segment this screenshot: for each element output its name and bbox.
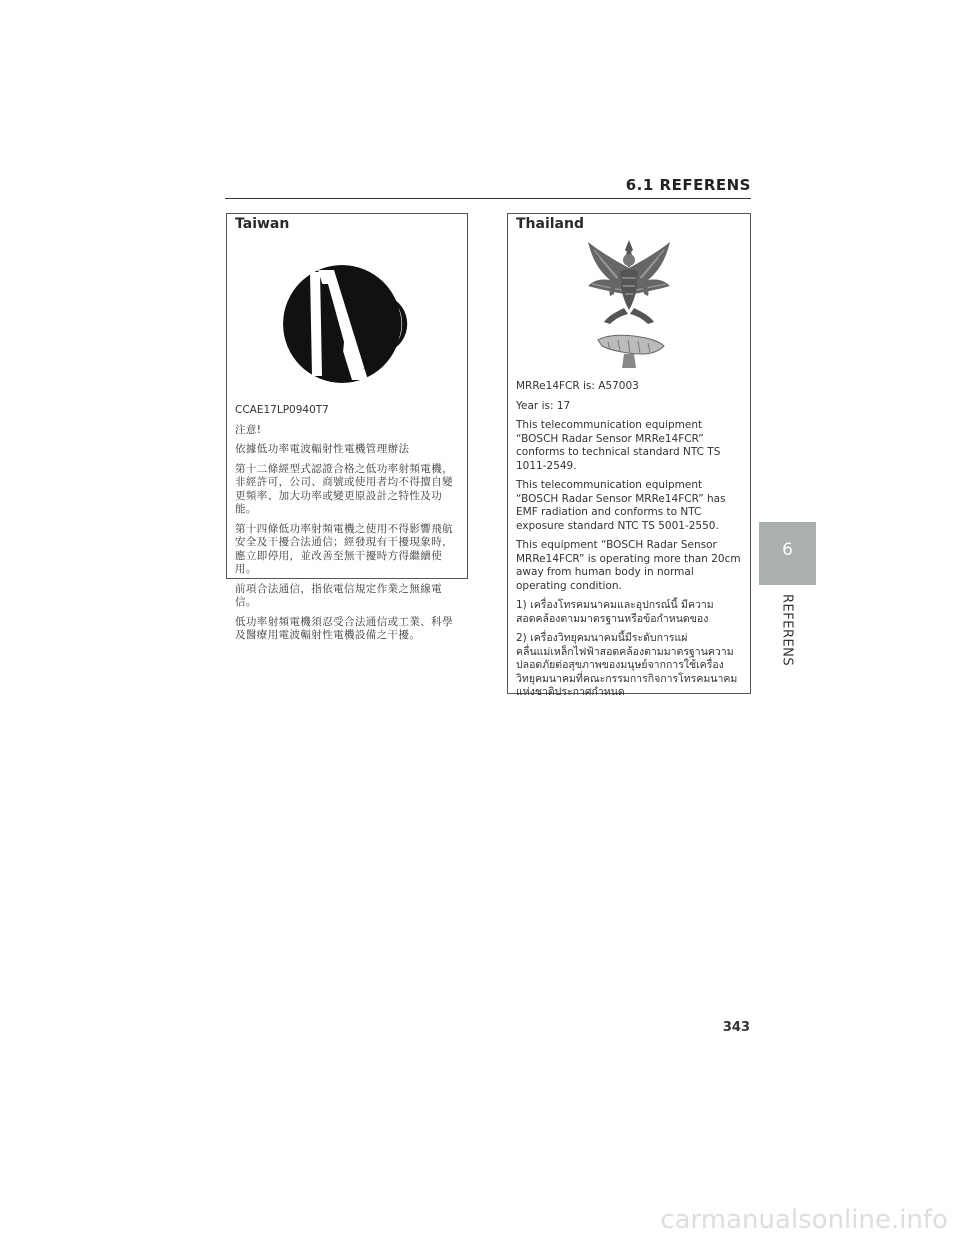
thailand-model-id: MRRe14FCR is: A57003 [516,380,639,392]
thailand-year: Year is: 17 [516,399,571,412]
taiwan-paragraph: 注意! [235,423,262,436]
section-title: 6.1 REFERENS [625,176,751,194]
thailand-paragraph: This equipment “BOSCH Radar Sensor MRRe14FCR” is operating more than 20cm away from human body in normal operating condition. [516,539,741,592]
chapter-label [776,594,798,684]
ncc-logo-icon [282,264,412,384]
taiwan-title: Taiwan [235,216,290,232]
taiwan-cert-id: CCAE17LP0940T7 [235,404,329,416]
taiwan-paragraph: 低功率射頻電機須忍受合法通信或工業、科學及醫療用電波輻射性電機設備之干擾。 [235,615,453,641]
chapter-number: 6 [782,540,793,560]
garuda-emblem-icon [584,238,674,370]
page-header [225,176,751,199]
chapter-label-text: REFERENS [779,594,795,667]
thailand-text [516,380,742,700]
chapter-tab[interactable] [759,522,816,585]
thailand-paragraph: 2) เครื่องวิทยุคมนาคมนี้มีระดับการแผ่คลื่นแม่เหล็กไฟฟ้าสอดคล้องตามมาตรฐานความปลอดภัยต่อสุขภาพของมนุษย์จากการใช้เครื่องวิทยุคมนาคมที่คณะกรรมการกิจการโทรคมนาคมแห่งชาติประกาศกำหนด [516,632,738,698]
taiwan-paragraph: 前項合法通信，指依電信規定作業之無線電信。 [235,582,443,608]
thailand-title: Thailand [516,216,584,232]
thailand-paragraph: 1) เครื่องโทรคมนาคมและอุปกรณ์นี้ มีความสอดคล้องตามมาตรฐานหรือข้อกำหนดของ [516,599,714,625]
taiwan-panel [226,213,468,641]
taiwan-paragraph: 依據低功率電波輻射性電機管理辦法 [235,443,410,455]
taiwan-paragraph: 第十四條低功率射頻電機之使用不得影響飛航安全及干擾合法通信；經發現有干擾現象時，應立即停用，並改善至無干擾時方得繼續使用。 [235,522,453,575]
watermark: carmanualsonline.info [660,1205,948,1235]
thailand-panel [507,213,751,698]
page-number: 343 [722,1020,750,1035]
taiwan-paragraph: 第十二條經型式認證合格之低功率射頻電機，非經許可，公司、商號或使用者均不得擅自變更頻率、加大功率或變更原設計之特性及功能。 [235,462,453,515]
thailand-paragraph: This telecommunication equipment “BOSCH Radar Sensor MRRe14FCR” conforms to technical standard NTC TS 1011-2549. [516,419,721,472]
thailand-paragraph: This telecommunication equipment “BOSCH Radar Sensor MRRe14FCR” has EMF radiation and conforms to NTC exposure standard NTC TS 5001-2550. [516,479,726,532]
taiwan-text [235,404,459,643]
